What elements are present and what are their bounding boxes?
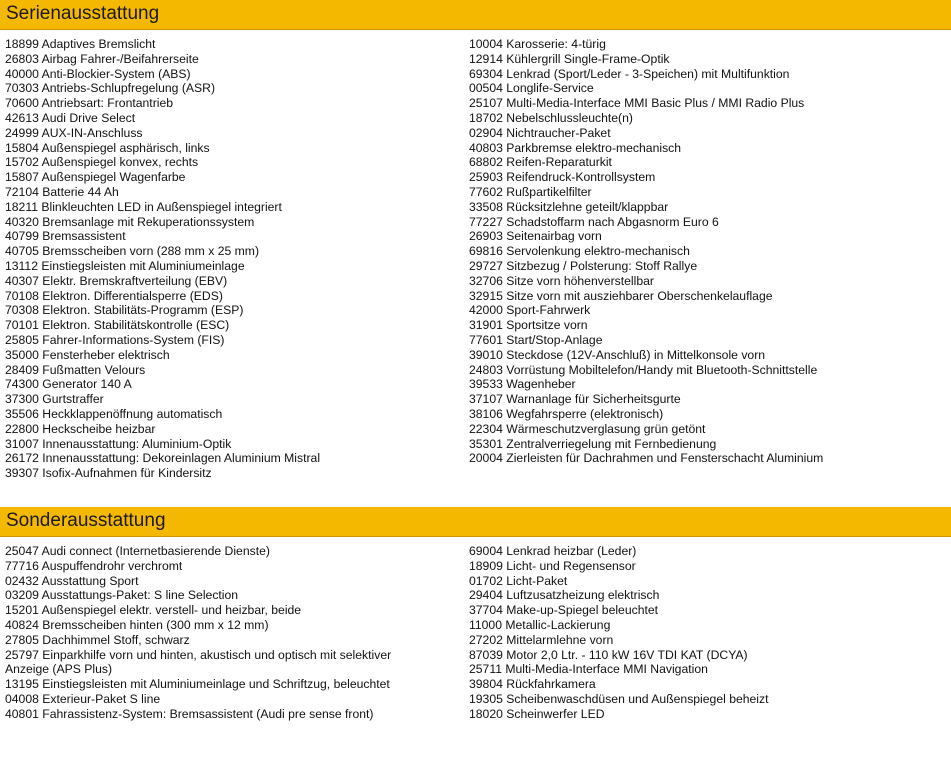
equipment-item: 77601 Start/Stop-Anlage (469, 332, 603, 347)
equipment-item: 25711 Multi-Media-Interface MMI Navigation (469, 662, 708, 677)
equipment-item: 38106 Wegfahrsperre (elektronisch) (469, 406, 664, 421)
equipment-item: 26803 Airbag Fahrer-/Beifahrerseite (5, 51, 199, 66)
equipment-item: 28409 Fußmatten Velours (5, 362, 146, 377)
equipment-item: 35506 Heckklappenöffnung automatisch (5, 406, 223, 421)
equipment-item: 26172 Innenausstattung: Dekoreinlagen Aluminium Mistral (5, 451, 321, 466)
equipment-item: 18020 Scheinwerfer LED (469, 706, 605, 721)
equipment-item: 02432 Ausstattung Sport (5, 573, 139, 588)
equipment-item: 13112 Einstiegsleisten mit Aluminiumeinlage (5, 258, 245, 273)
equipment-item: 39307 Isofix-Aufnahmen für Kindersitz (5, 466, 212, 481)
equipment-item: 40824 Bremsscheiben hinten (300 mm x 12 mm) (5, 617, 269, 632)
equipment-item: 26903 Seitenairbag vorn (469, 229, 602, 244)
equipment-item: 31901 Sportsitze vorn (469, 318, 588, 333)
equipment-item: 29404 Luftzusatzheizung elektrisch (469, 588, 660, 603)
equipment-item: 25797 Einparkhilfe vorn und hinten, akustisch und optisch mit selektiver Anzeige (APS Plus) (5, 647, 392, 677)
equipment-item: 22304 Wärmeschutzverglasung grün getönt (469, 421, 706, 436)
equipment-item: 31007 Innenausstattung: Aluminium-Optik (5, 436, 232, 451)
equipment-item: 69304 Lenkrad (Sport/Leder - 3-Speichen) mit Multifunktion (469, 66, 790, 81)
equipment-item: 18899 Adaptives Bremslicht (5, 37, 156, 51)
equipment-item: 77602 Rußpartikelfilter (469, 184, 592, 199)
equipment-item: 15807 Außenspiegel Wagenfarbe (5, 170, 186, 185)
equipment-item: 70308 Elektron. Stabilitäts-Programm (ESP) (5, 303, 244, 318)
equipment-item: 15201 Außenspiegel elektr. verstell- und heizbar, beide (5, 603, 302, 618)
equipment-item: 15702 Außenspiegel konvex, rechts (5, 155, 199, 170)
equipment-item: 70600 Antriebsart: Frontantrieb (5, 96, 174, 111)
equipment-item: 20004 Zierleisten für Dachrahmen und Fensterschacht Aluminium (469, 451, 824, 466)
equipment-item: 77227 Schadstoffarm nach Abgasnorm Euro 6 (469, 214, 719, 229)
equipment-item: 32915 Sitze vorn mit ausziehbarer Oberschenkelauflage (469, 288, 773, 303)
equipment-item: 15804 Außenspiegel asphärisch, links (5, 140, 210, 155)
equipment-item: 70303 Antriebs-Schlupfregelung (ASR) (5, 81, 216, 96)
equipment-item: 25047 Audi connect (Internetbasierende Dienste) (5, 544, 270, 558)
equipment-item: 39804 Rückfahrkamera (469, 677, 596, 692)
equipment-item: 25805 Fahrer-Informations-System (FIS) (5, 332, 225, 347)
equipment-item: 40000 Anti-Blockier-System (ABS) (5, 66, 191, 81)
equipment-item: 40801 Fahrassistenz-System: Bremsassistent (Audi pre sense front) (5, 706, 374, 721)
equipment-item: 27202 Mittelarmlehne vorn (469, 632, 614, 647)
equipment-item: 29727 Sitzbezug / Polsterung: Stoff Rallye (469, 258, 698, 273)
equipment-item: 19305 Scheibenwaschdüsen und Außenspiegel beheizt (469, 691, 769, 706)
equipment-item: 74300 Generator 140 A (5, 377, 132, 392)
serienausstattung-list-right (469, 37, 823, 466)
equipment-item: 40307 Elektr. Bremskraftverteilung (EBV) (5, 273, 228, 288)
equipment-item: 03209 Ausstattungs-Paket: S line Selection (5, 588, 239, 603)
equipment-item: 40320 Bremsanlage mit Rekuperationssystem (5, 214, 255, 229)
equipment-item: 11000 Metallic-Lackierung (469, 617, 611, 632)
equipment-item: 40803 Parkbremse elektro-mechanisch (469, 140, 682, 155)
equipment-item: 70108 Elektron. Differentialsperre (EDS) (5, 288, 223, 303)
equipment-item: 02904 Nichtraucher-Paket (469, 125, 611, 140)
sonderausstattung-header: Sonderausstattung (0, 507, 951, 537)
equipment-item: 04008 Exterieur-Paket S line (5, 691, 161, 706)
equipment-item: 27805 Dachhimmel Stoff, schwarz (5, 632, 190, 647)
equipment-item: 24999 AUX-IN-Anschluss (5, 125, 143, 140)
equipment-item: 12914 Kühlergrill Single-Frame-Optik (469, 51, 670, 66)
equipment-item: 25903 Reifendruck-Kontrollsystem (469, 170, 656, 185)
equipment-item: 00504 Longlife-Service (469, 81, 594, 96)
equipment-item: 70101 Elektron. Stabilitätskontrolle (ESC) (5, 318, 230, 333)
equipment-item: 39010 Steckdose (12V-Anschluß) in Mittelkonsole vorn (469, 347, 766, 362)
serienausstattung-header: Serienausstattung (0, 0, 951, 30)
equipment-item: 77716 Auspuffendrohr verchromt (5, 558, 183, 573)
equipment-item: 69004 Lenkrad heizbar (Leder) (469, 544, 637, 558)
equipment-item: 42613 Audi Drive Select (5, 110, 136, 125)
equipment-item: 18702 Nebelschlussleuchte(n) (469, 110, 633, 125)
equipment-item: 33508 Rücksitzlehne geteilt/klappbar (469, 199, 669, 214)
equipment-item: 18211 Blinkleuchten LED in Außenspiegel integriert (5, 199, 282, 214)
equipment-item: 25107 Multi-Media-Interface MMI Basic Plus / MMI Radio Plus (469, 96, 805, 111)
equipment-item: 40705 Bremsscheiben vorn (288 mm x 25 mm) (5, 244, 260, 259)
equipment-item: 87039 Motor 2,0 Ltr. - 110 kW 16V TDI KAT (DCYA) (469, 647, 748, 662)
equipment-item: 24803 Vorrüstung Mobiltelefon/Handy mit Bluetooth-Schnittstelle (469, 362, 818, 377)
equipment-item: 37704 Make-up-Spiegel beleuchtet (469, 603, 659, 618)
equipment-item: 32706 Sitze vorn höhenverstellbar (469, 273, 654, 288)
equipment-item: 37107 Warnanlage für Sicherheitsgurte (469, 392, 681, 407)
equipment-item: 42000 Sport-Fahrwerk (469, 303, 591, 318)
equipment-item: 01702 Licht-Paket (469, 573, 568, 588)
equipment-item: 40799 Bremsassistent (5, 229, 126, 244)
equipment-item: 37300 Gurtstraffer (5, 392, 104, 407)
equipment-item: 39533 Wagenheber (469, 377, 576, 392)
sonderausstattung-list-left (5, 544, 425, 722)
equipment-item: 22800 Heckscheibe heizbar (5, 421, 156, 436)
equipment-item: 35000 Fensterheber elektrisch (5, 347, 170, 362)
equipment-item: 13195 Einstiegsleisten mit Aluminiumeinlage und Schriftzug, beleuchtet (5, 677, 390, 692)
equipment-item: 35301 Zentralverriegelung mit Fernbedienung (469, 436, 717, 451)
equipment-item: 68802 Reifen-Reparaturkit (469, 155, 612, 170)
equipment-item: 72104 Batterie 44 Ah (5, 184, 119, 199)
equipment-item: 10004 Karosserie: 4-türig (469, 37, 606, 51)
serienausstattung-list-left (5, 37, 320, 481)
sonderausstattung-list-right (469, 544, 769, 722)
equipment-item: 69816 Servolenkung elektro-mechanisch (469, 244, 690, 259)
equipment-item: 18909 Licht- und Regensensor (469, 558, 636, 573)
